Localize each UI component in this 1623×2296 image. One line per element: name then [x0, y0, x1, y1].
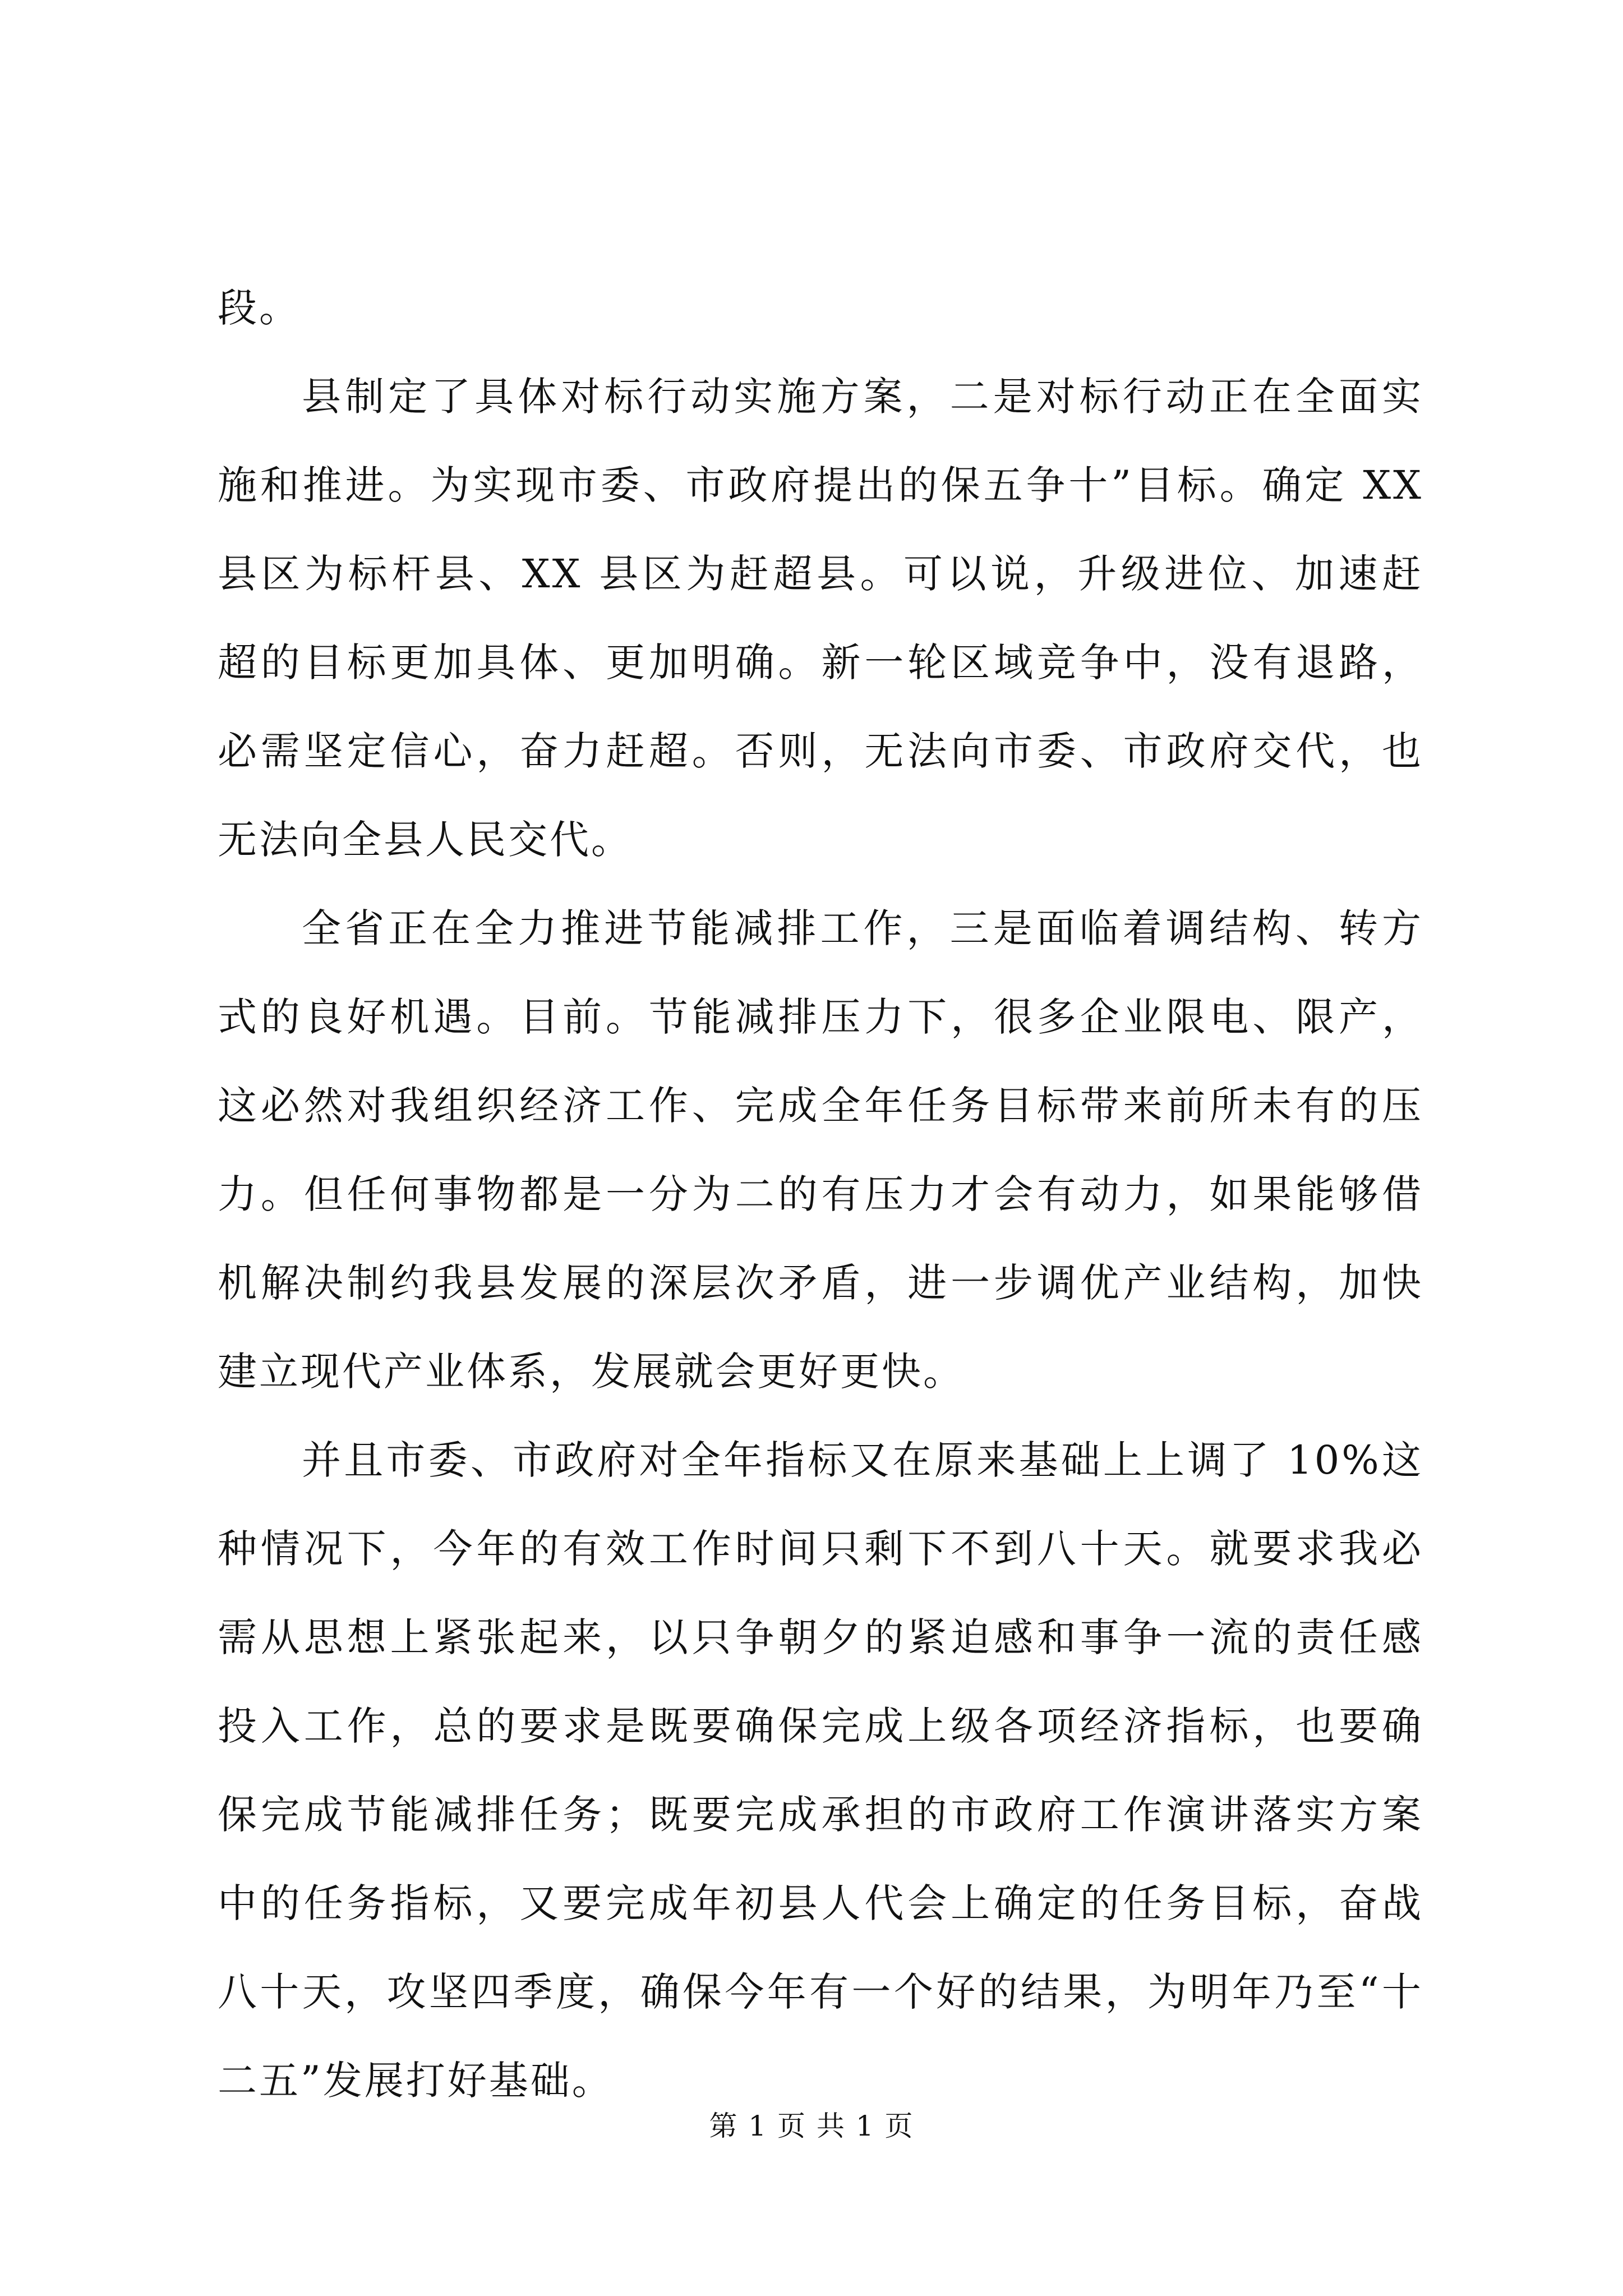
text-line: 全省正在全力推进节能减排工作，三是面临着调结构、转方	[302, 905, 1423, 951]
text-line: 式的良好机遇。目前。节能减排压力下，很多企业限电、限产，	[218, 994, 1423, 1040]
text-line: 施和推进。为实现市委、市政府提出的保五争十”目标。确定 XX	[218, 462, 1423, 508]
text-line: 县制定了具体对标行动实施方案，二是对标行动正在全面实	[302, 374, 1423, 420]
document-body	[218, 264, 1423, 2125]
text-line: 建立现代产业体系，发展就会更好更快。	[218, 1349, 965, 1395]
text-line: 需从思想上紧张起来，以只争朝夕的紧迫感和事争一流的责任感	[218, 1614, 1423, 1660]
text-line: 段。	[218, 285, 301, 331]
text-line: 二五”发展打好基础。	[218, 2058, 614, 2104]
text-line: 超的目标更加具体、更加明确。新一轮区域竞争中，没有退路，	[218, 639, 1423, 685]
text-line: 八十天，攻坚四季度，确保今年有一个好的结果，为明年乃至“十	[218, 1969, 1423, 2015]
text-line: 保完成节能减排任务；既要完成承担的市政府工作演讲落实方案	[218, 1792, 1423, 1838]
text-line: 县区为标杆县、XX 县区为赶超县。可以说，升级进位、加速赶	[218, 551, 1423, 597]
text-line: 无法向全县人民交代。	[218, 817, 633, 863]
text-line: 力。但任何事物都是一分为二的有压力才会有动力，如果能够借	[218, 1171, 1423, 1217]
text-line: 种情况下，今年的有效工作时间只剩下不到八十天。就要求我必	[218, 1526, 1423, 1572]
page-footer: 第 1 页 共 1 页	[709, 2110, 914, 2142]
text-line: 并且市委、市政府对全年指标又在原来基础上上调了 10%这	[302, 1437, 1423, 1483]
text-line: 投入工作，总的要求是既要确保完成上级各项经济指标，也要确	[218, 1703, 1423, 1749]
text-line: 机解决制约我县发展的深层次矛盾，进一步调优产业结构，加快	[218, 1260, 1423, 1306]
text-line: 这必然对我组织经济工作、完成全年任务目标带来前所未有的压	[218, 1083, 1423, 1129]
text-line: 中的任务指标，又要完成年初县人代会上确定的任务目标，奋战	[218, 1880, 1423, 1926]
text-line: 必需坚定信心，奋力赶超。否则，无法向市委、市政府交代，也	[218, 728, 1423, 774]
